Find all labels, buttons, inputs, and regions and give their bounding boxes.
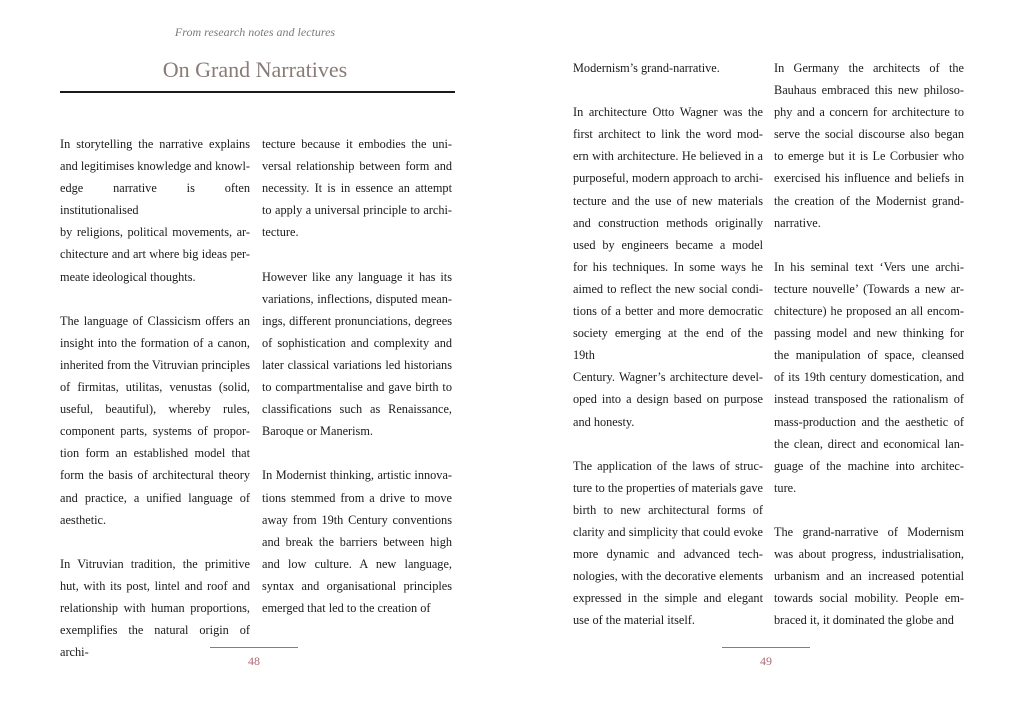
paragraph: [262, 464, 452, 619]
text-line: meate ideological thoughts.: [60, 269, 196, 284]
text-line: versal relationship between form and: [262, 159, 452, 174]
text-line: to apply a universal principle to archi-: [262, 203, 452, 218]
text-line: of sophistication and complexity and: [262, 335, 452, 350]
left-column-2: [262, 133, 452, 619]
text-line: The language of Classicism offers an: [60, 313, 250, 328]
text-line: relationship with human proportions,: [60, 600, 250, 615]
text-line: to compartmentalise and gave birth to: [262, 380, 452, 395]
text-line: exercised his influence and beliefs in: [774, 171, 964, 186]
text-line: was about progress, industrialisation,: [774, 547, 964, 562]
paragraph: [774, 521, 964, 631]
text-line: tecture nouvelle’ (Towards a new ar-: [774, 281, 964, 296]
running-header: From research notes and lectures: [174, 25, 336, 39]
text-line: tecture and the use of new materials: [573, 193, 763, 208]
folio-rule: [722, 647, 810, 648]
page-number: 49: [760, 654, 772, 668]
text-line: of its 19th century domestication, and: [774, 370, 964, 385]
text-line: mass-production and the aesthetic of: [774, 414, 964, 429]
page-number: 48: [248, 654, 260, 668]
paragraph: [262, 133, 452, 243]
text-line: classifications such as Renaissance,: [262, 402, 452, 417]
paragraph: [60, 133, 250, 288]
text-line: The application of the laws of struc-: [573, 458, 763, 473]
text-line: However like any language it has its: [262, 269, 452, 284]
text-line: useful, beautiful), whereby rules,: [60, 402, 250, 417]
text-line: tecture.: [262, 225, 299, 240]
text-line: and legitimises knowledge and knowl-: [60, 159, 250, 174]
text-line: In Modernist thinking, artistic innova-: [262, 468, 452, 483]
text-line: the creation of the Modernist grand-: [774, 193, 964, 208]
text-line: Bauhaus embraced this new philoso-: [774, 83, 964, 98]
text-line: and practice, a unified language of: [60, 490, 250, 505]
text-line: phy and a concern for architecture to: [774, 105, 964, 120]
text-line: ture.: [774, 480, 797, 495]
text-line: aimed to reflect the new social condi-: [573, 281, 763, 296]
text-line: In storytelling the narrative explains: [60, 137, 250, 151]
text-line: Baroque or Manerism.: [262, 424, 373, 439]
text-line: away from 19th Century conventions: [262, 512, 452, 527]
text-line: towards social mobility. People em-: [774, 591, 964, 606]
text-line: ture to the properties of materials gave: [573, 480, 763, 495]
text-line: the manipulation of space, cleansed: [774, 348, 964, 363]
text-line: Modernism’s grand-narrative.: [573, 61, 720, 75]
text-line: and break the barriers between high: [262, 534, 452, 549]
right-column-2: [774, 57, 964, 631]
text-line: use of the material itself.: [573, 613, 695, 628]
text-line: and low culture. A new language,: [262, 556, 452, 571]
paragraph: [60, 310, 250, 531]
text-line: ern with architecture. He believed in a: [573, 149, 763, 164]
text-line: narrative.: [774, 215, 821, 230]
text-line: hut, with its post, lintel and roof and: [60, 578, 250, 593]
text-line: tion form an established model that: [60, 446, 250, 461]
paragraph: [573, 57, 763, 79]
text-line: braced it, it dominated the globe and: [774, 613, 954, 628]
text-line: of firmitas, utilitas, venustas (solid,: [60, 380, 250, 395]
text-line: component parts, systems of propor-: [60, 424, 250, 439]
text-line: birth to new architectural forms of: [573, 502, 763, 517]
text-line: oped into a design based on purpose: [573, 392, 763, 407]
text-line: In Germany the architects of the: [774, 61, 964, 75]
text-line: instead transposed the rationalism of: [774, 392, 964, 407]
text-line: variations, inflections, disputed mean-: [262, 291, 452, 306]
text-line: and honesty.: [573, 414, 635, 429]
text-line: and construction methods originally: [573, 215, 763, 230]
text-line: first architect to link the word mod-: [573, 127, 763, 142]
text-line: syntax and organisational principles: [262, 578, 452, 593]
text-line: guage of the machine into architec-: [774, 458, 964, 473]
text-line: more dynamic and advanced tech-: [573, 547, 763, 562]
paragraph: [774, 57, 964, 234]
right-page: [512, 0, 1024, 727]
text-line: chitecture and art where big ideas per-: [60, 247, 250, 262]
text-line: insight into the formation of a canon,: [60, 335, 250, 350]
text-line: Century. Wagner’s architecture devel-: [573, 370, 763, 385]
text-line: The grand-narrative of Modernism: [774, 524, 964, 539]
title-rule: [60, 91, 455, 93]
text-line: urbanism and an increased potential: [774, 569, 964, 584]
text-line: the clean, direct and economical lan-: [774, 436, 964, 451]
text-line: edge narrative is often institutionalised: [60, 181, 250, 218]
text-line: In architecture Otto Wagner was the: [573, 105, 763, 120]
text-line: nologies, with the decorative elements: [573, 569, 763, 584]
text-line: In his seminal text ‘Vers une archi-: [774, 259, 964, 274]
text-line: tecture because it embodies the uni-: [262, 137, 452, 151]
text-line: used by engineers became a model: [573, 237, 763, 252]
text-line: for his techniques. In some ways he: [573, 259, 763, 274]
text-line: tions of a better and more democratic: [573, 304, 763, 319]
text-line: serve the social discourse also began: [774, 127, 964, 142]
text-line: aesthetic.: [60, 512, 107, 527]
text-line: to emerge but it is Le Corbusier who: [774, 149, 964, 164]
text-line: In Vitruvian tradition, the primitive: [60, 556, 250, 571]
paragraph: [774, 256, 964, 499]
right-column-1: [573, 57, 763, 631]
text-line: necessity. It is in essence an attempt: [262, 181, 452, 196]
paragraph: [573, 455, 763, 632]
text-line: tions stemmed from a drive to move: [262, 490, 452, 505]
paragraph: [262, 266, 452, 443]
text-line: emerged that led to the creation of: [262, 600, 431, 615]
text-line: purposeful, modern approach to archi-: [573, 171, 763, 186]
text-line: chitecture) he proposed an all encom-: [774, 304, 964, 319]
text-line: exemplifies the natural origin of archi-: [60, 623, 250, 660]
text-line: form the basis of architectural theory: [60, 468, 250, 483]
folio-rule: [210, 647, 298, 648]
text-line: later classical variations led historians: [262, 357, 452, 372]
chapter-title: On Grand Narratives: [162, 57, 348, 82]
text-line: clarity and simplicity that could evoke: [573, 524, 763, 539]
paragraph: [573, 101, 763, 432]
text-line: by religions, political movements, ar-: [60, 225, 250, 240]
text-line: expressed in the simple and elegant: [573, 591, 763, 606]
text-line: society emerging at the end of the 19th: [573, 326, 763, 363]
left-column-1: [60, 133, 250, 663]
text-line: passing model and new thinking for: [774, 326, 964, 341]
text-line: ings, different pronunciations, degrees: [262, 313, 452, 328]
text-line: inherited from the Vitruvian principles: [60, 357, 250, 372]
